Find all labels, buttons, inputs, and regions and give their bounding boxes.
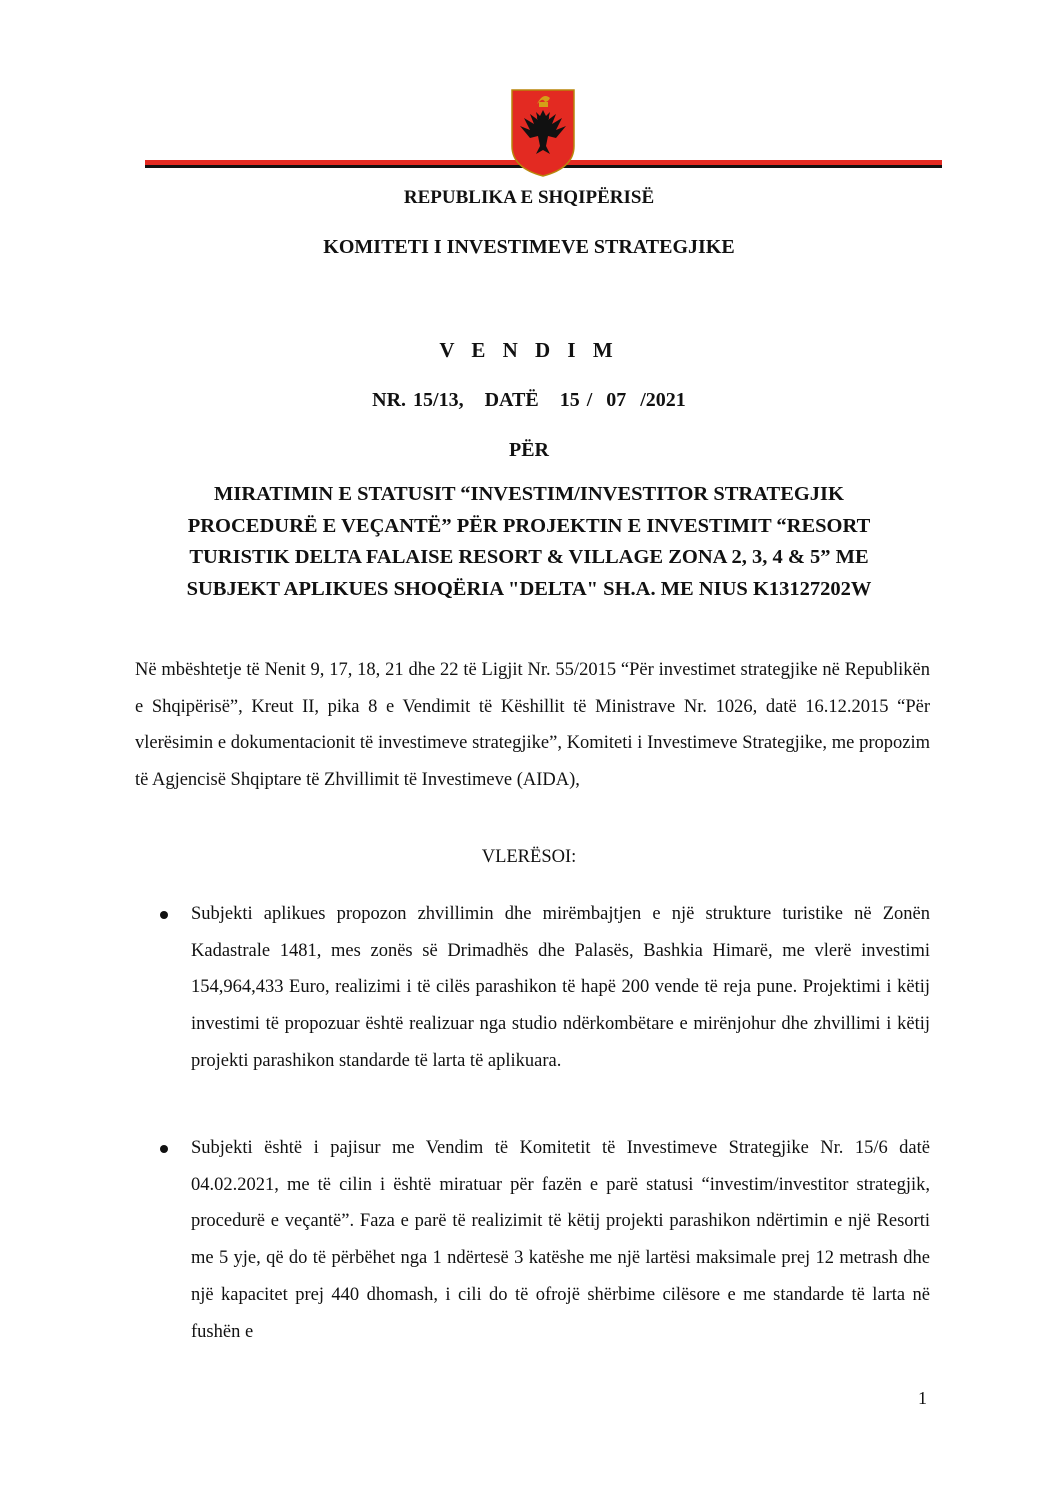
decision-heading: V E N D I M [439, 338, 619, 362]
committee-heading: KOMITETI I INVESTIMEVE STRATEGJIKE [323, 236, 735, 258]
decision-title-line: MIRATIMIN E STATUSIT “INVESTIM/INVESTITOR STRATEGJIK [214, 483, 844, 505]
republic-heading: REPUBLIKA E SHQIPËRISË [403, 187, 655, 208]
decision-title [120, 479, 938, 605]
decision-title-line: SUBJEKT APLIKUES SHOQËRIA "DELTA" SH.A. ME NIUS K13127202W [186, 577, 872, 600]
decision-number-date: NR. 15/13, DATË 15 / 07 /2021 [372, 389, 686, 411]
vleresoi-heading: VLERËSOI: [481, 847, 577, 867]
bullet-paragraph: Subjekti është i pajisur me Vendim të Komitetit të Investimeve Strategjike Nr. 15/6 datë 04.02.2021, me të cilin i është miratuar për fazën e parë statusi “investim/investitor strategjik, procedurë e veçantë”. Faza e parë të realizimit të këtij projekti parashikon ndërtimin e një Resorti me 5 yje, që do të përbëhet nga 1 ndërtesë 3 katëshe me një lartësi maksimale prej 12 metrash dhe një kapacitet prej 440 dhomash, i cili do të ofrojë shërbime cilësore e me standarde të larta në fushën e [191, 1138, 930, 1342]
bullet-icon [160, 1145, 168, 1153]
intro-paragraph: Në mbështetje të Nenit 9, 17, 18, 21 dhe 22 të Ligjit Nr. 55/2015 “Për investimet strategjike në Republikën e Shqipërisë”, Kreut II, pika 8 e Vendimit të Këshillit të Ministrave Nr. 1026, datë 16.12.2015 “Për vlerësimin e dokumentacionit të investimeve strategjike”, Komiteti i Investimeve Strategjike, me propozim të Agjencisë Shqiptare të Zhvillimit të Investimeve (AIDA), [135, 660, 930, 791]
bullet-icon [160, 911, 168, 919]
decision-title-line: PROCEDURË E VEÇANTË” PËR PROJEKTIN E INVESTIMIT “RESORT [187, 514, 871, 537]
albanian-coat-of-arms-icon [510, 88, 576, 178]
page-number: 1 [918, 1388, 927, 1408]
decision-title-line: TURISTIK DELTA FALAISE RESORT & VILLAGE ZONA 2, 3, 4 & 5” ME [189, 546, 869, 568]
bullet-paragraph: Subjekti aplikues propozon zhvillimin dhe mirëmbajtjen e një strukture turistike në Zonën Kadastrale 1481, mes zonës së Drimadhës dhe Palasës, Bashkia Himarë, me vlerë investimi 154,964,433 Euro, realizimi i të cilës parashikon të hapë 200 vende të reja pune. Projektimi i këtij investimi të propozuar është realizuar nga studio ndërkombëtare e mirënjohur dhe zhvillimi i këtij projekti parashikon standarde të larta të aplikuara. [191, 904, 930, 1071]
decision-per: PËR [509, 439, 549, 461]
